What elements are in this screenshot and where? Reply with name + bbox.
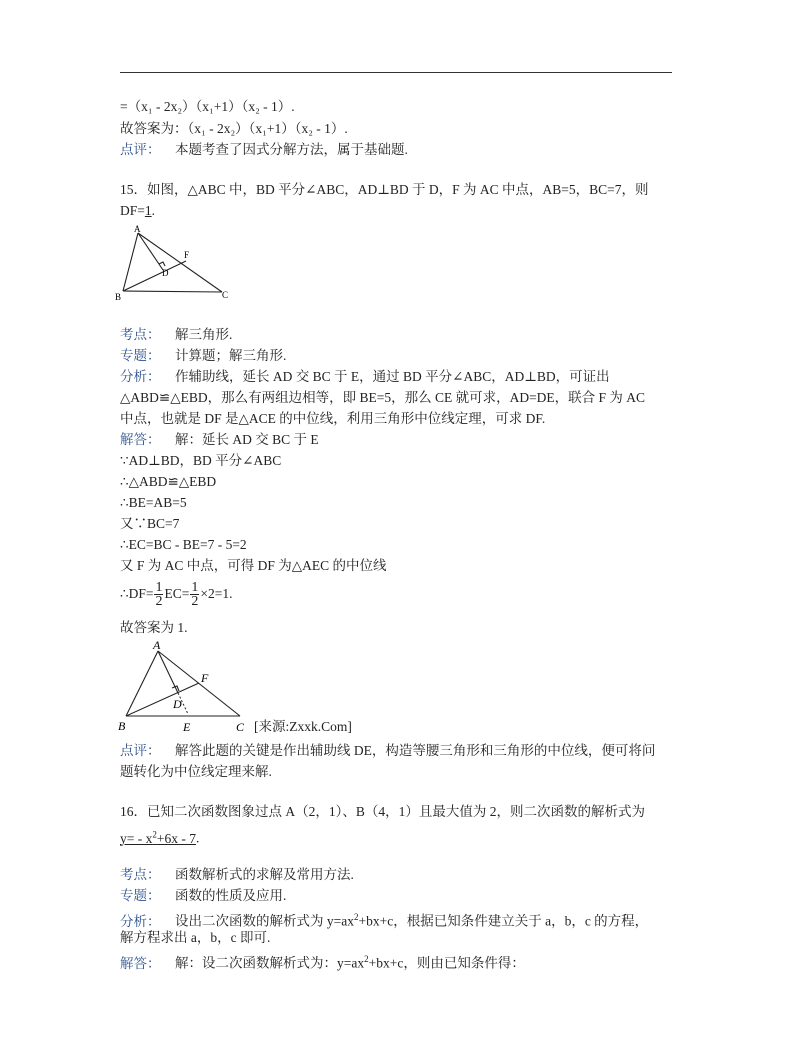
fraction-half	[154, 581, 163, 608]
fraction-half-2	[190, 581, 199, 608]
zhuanti-label: 专题：	[120, 348, 161, 363]
q15-fenxi-line-3: 中点，也就是 DF 是△ACE 的中位线，利用三角形中位线定理，可求 DF.	[120, 411, 546, 426]
calc-mid: EC=	[164, 586, 190, 601]
q15-calc-line	[120, 578, 232, 610]
q16-jieda-part-2: +bx+c，则由已知条件得：	[368, 955, 525, 971]
q15-stem-line-2	[120, 202, 155, 220]
q16-kaodian	[120, 866, 354, 884]
q15-review	[120, 742, 655, 760]
fig2-side-ab	[126, 651, 158, 716]
q16-jieda-label: 解答：	[120, 955, 161, 971]
fig2-label-a: A	[153, 638, 161, 652]
q16-answer-part-2: +6x - 7	[156, 830, 196, 846]
fig1-segment-bf	[123, 261, 186, 291]
fenxi-label: 分析：	[120, 369, 161, 384]
q16-fenxi-part-2: +bx+c，根据已知条件建立关于 a，b，c 的方程，	[358, 913, 649, 929]
top-line-1: =（x₁ - 2x₂）（x₁+1）（x₂ - 1）.	[120, 99, 295, 114]
jieda-line-1: 解：延长 AD 交 BC 于 E	[175, 432, 319, 447]
fig1-label-c: C	[222, 290, 229, 300]
review-label: 点评：	[120, 142, 161, 157]
q15-conclusion: 故答案为 1.	[120, 620, 188, 635]
q15-step-6: 又 F 为 AC 中点，可得 DF 为△AEC 的中位线	[120, 558, 387, 573]
q16-answer-part-1: y= - x	[120, 830, 153, 846]
q16-fenxi-exponent: 2	[353, 912, 359, 922]
top-review	[120, 141, 408, 159]
q15-stem-prefix: DF=	[120, 203, 145, 218]
q16-answer-line	[120, 825, 199, 848]
review-text: 本题考查了因式分解方法，属于基础题.	[175, 142, 408, 157]
q15-review-line-1: 解答此题的关键是作出辅助线 DE，构造等腰三角形和三角形的中位线，便可将问	[175, 743, 656, 758]
q16-zhuanti-label: 专题：	[120, 888, 161, 903]
q16-answer-end: .	[195, 830, 200, 846]
q15-figure-2	[112, 638, 252, 736]
fig2-label-c: C	[236, 720, 245, 734]
q15-review-line-2: 题转化为中位线定理来解.	[120, 764, 272, 779]
q16-jieda	[120, 950, 525, 973]
q15-fenxi	[120, 368, 610, 386]
q15-answer: 1	[144, 203, 152, 218]
frac-denominator: 2	[155, 594, 163, 610]
q15-review-label: 点评：	[120, 743, 161, 758]
q16-stem-line-1: 16．已知二次函数图象过点 A（2，1）、B（4，1）且最大值为 2，则二次函数的解析式为	[120, 804, 646, 819]
q15-figure-1	[112, 224, 242, 304]
q16-zhuanti	[120, 887, 286, 905]
fig1-label-a: A	[134, 224, 141, 234]
q16-answer-exponent: 2	[152, 829, 157, 839]
calc-prefix: ∴DF=	[120, 586, 154, 601]
kaodian-label: 考点：	[120, 327, 161, 342]
frac-denominator-2: 2	[191, 594, 199, 610]
frac-numerator: 1	[155, 580, 163, 596]
q16-kaodian-label: 考点：	[120, 867, 161, 882]
fenxi-line-1: 作辅助线，延长 AD 交 BC 于 E，通过 BD 平分∠ABC，AD⊥BD，可证出	[175, 369, 610, 384]
jieda-label: 解答：	[120, 432, 161, 447]
fig2-segment-bf	[126, 683, 199, 716]
q15-step-1: ∵AD⊥BD，BD 平分∠ABC	[120, 453, 282, 468]
kaodian-text: 解三角形.	[175, 327, 233, 342]
fig2-label-d: D	[173, 697, 182, 711]
fig1-label-f: F	[184, 250, 190, 260]
q16-jieda-part-1: 解：设二次函数解析式为：y=ax	[175, 955, 365, 971]
q15-step-3: ∴BE=AB=5	[120, 495, 187, 510]
q15-jieda	[120, 431, 319, 449]
q16-jieda-exponent: 2	[364, 954, 369, 964]
q15-zhuanti	[120, 347, 286, 365]
q16-kaodian-text: 函数解析式的求解及常用方法.	[175, 867, 354, 882]
q15-step-4: 又∵BC=7	[120, 516, 180, 531]
fig2-label-b: B	[118, 719, 126, 733]
calc-suffix: ×2=1.	[200, 586, 233, 601]
q16-fenxi-label: 分析：	[120, 913, 161, 929]
fig1-side-ab	[123, 233, 138, 291]
q15-step-2: ∴△ABD≌△EBD	[120, 474, 217, 489]
top-line-2: 故答案为：（x₁ - 2x₂）（x₁+1）（x₂ - 1）.	[120, 121, 348, 136]
fig1-side-ac	[138, 233, 222, 292]
q15-step-5: ∴EC=BC - BE=7 - 5=2	[120, 537, 247, 552]
zhuanti-text: 计算题；解三角形.	[175, 348, 287, 363]
q16-zhuanti-text: 函数的性质及应用.	[175, 888, 287, 903]
q15-stem-line-1: 15．如图，△ABC 中，BD 平分∠ABC，AD⊥BD 于 D，F 为 AC 中点，AB=5，BC=7，则	[120, 182, 649, 197]
fig1-label-d: D	[162, 268, 169, 278]
q16-fenxi-line-2: 解方程求出 a，b，c 即可.	[120, 930, 271, 945]
frac-numerator-2: 1	[191, 580, 199, 596]
q15-stem-suffix: .	[151, 203, 155, 218]
fig2-label-e: E	[183, 720, 191, 734]
fig1-side-bc	[123, 291, 222, 292]
fig1-label-b: B	[115, 292, 122, 302]
q16-answer	[120, 831, 196, 846]
q15-source-note: [来源:Zxxk.Com]	[254, 719, 352, 734]
q16-fenxi	[120, 908, 648, 931]
header-rule	[120, 72, 672, 73]
q15-fenxi-line-2: △ABD≌△EBD，那么有两组边相等，即 BE=5，那么 CE 就可求，AD=DE，联合 F 为 AC	[120, 390, 646, 405]
fig2-label-f: F	[201, 671, 209, 685]
q16-fenxi-part-1: 设出二次函数的解析式为 y=ax	[175, 913, 354, 929]
q15-kaodian	[120, 326, 232, 344]
